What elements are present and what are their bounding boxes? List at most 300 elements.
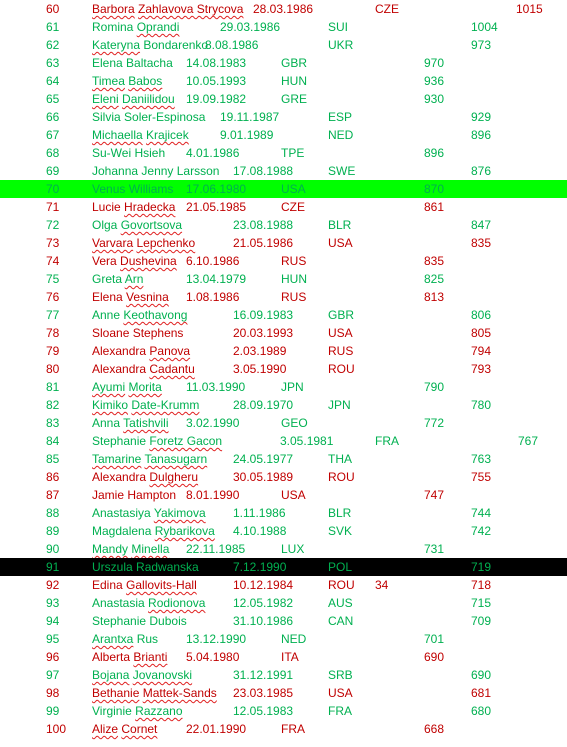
rank-cell: 60 bbox=[46, 2, 60, 16]
points-cell: 763 bbox=[471, 452, 492, 466]
rank-cell: 94 bbox=[46, 614, 60, 628]
nationality-cell: USA bbox=[328, 236, 353, 250]
first-name: Anna bbox=[92, 416, 121, 430]
nationality-cell: FRA bbox=[375, 434, 399, 448]
player-name-cell bbox=[92, 235, 195, 251]
first-name: Elena bbox=[92, 56, 123, 70]
first-name: Arantxa bbox=[92, 632, 134, 646]
table-row[interactable] bbox=[0, 144, 567, 162]
table-row[interactable] bbox=[0, 468, 567, 486]
rank-cell: 95 bbox=[46, 632, 60, 646]
points-cell: 755 bbox=[471, 470, 492, 484]
table-row[interactable] bbox=[0, 630, 567, 648]
first-name: Bethanie bbox=[92, 686, 140, 700]
points-cell: 876 bbox=[471, 164, 492, 178]
table-row[interactable] bbox=[0, 378, 567, 396]
table-row[interactable] bbox=[0, 126, 567, 144]
rank-cell: 85 bbox=[46, 452, 60, 466]
birthdate-cell: 22.01.1990 bbox=[186, 722, 247, 736]
first-name: Stephanie bbox=[92, 434, 147, 448]
first-name: Jamie bbox=[92, 488, 125, 502]
birthdate-cell: 12.05.1982 bbox=[233, 596, 294, 610]
nationality-cell: ESP bbox=[328, 110, 353, 124]
points-cell: 709 bbox=[471, 614, 492, 628]
player-name-cell bbox=[92, 271, 143, 287]
last-name: Baltacha bbox=[126, 56, 173, 70]
nationality-cell: JPN bbox=[281, 380, 304, 394]
nationality-cell: CZE bbox=[281, 200, 305, 214]
birthdate-cell: 12.05.1983 bbox=[233, 704, 294, 718]
player-name-cell bbox=[92, 127, 189, 143]
rank-cell: 79 bbox=[46, 344, 60, 358]
birthdate-cell: 7.12.1990 bbox=[233, 560, 287, 574]
birthdate-cell: 11.03.1990 bbox=[186, 380, 246, 394]
table-row[interactable] bbox=[0, 108, 567, 126]
table-row[interactable] bbox=[0, 162, 567, 180]
last-name: Williams bbox=[128, 182, 174, 196]
player-name-cell bbox=[92, 451, 207, 467]
nationality-cell: NED bbox=[281, 632, 307, 646]
birthdate-cell: 5.04.1980 bbox=[186, 650, 240, 664]
last-name: Rus bbox=[136, 632, 159, 646]
table-row[interactable] bbox=[0, 36, 567, 54]
points-cell: 794 bbox=[471, 344, 492, 358]
birthdate-cell: 13.12.1990 bbox=[186, 632, 247, 646]
player-name-cell bbox=[92, 37, 208, 53]
rank-cell: 87 bbox=[46, 488, 60, 502]
last-name: Oprandi bbox=[136, 20, 180, 34]
player-name-cell bbox=[92, 1, 243, 17]
last-name: Radwanska bbox=[136, 560, 199, 574]
rank-cell: 70 bbox=[46, 182, 60, 196]
table-row[interactable] bbox=[0, 594, 567, 612]
rank-cell: 68 bbox=[46, 146, 60, 160]
player-name-cell bbox=[92, 541, 169, 557]
nationality-cell: HUN bbox=[281, 74, 307, 88]
last-name: Rodionova bbox=[148, 596, 206, 610]
first-name: Johanna bbox=[92, 164, 139, 178]
player-name-cell bbox=[92, 181, 173, 197]
nationality-cell: SUI bbox=[328, 20, 349, 34]
first-name: Timea bbox=[92, 74, 125, 88]
points-cell: 772 bbox=[424, 416, 445, 430]
first-name: Edina bbox=[92, 578, 123, 592]
birthdate-cell: 19.11.1987 bbox=[220, 110, 280, 124]
birthdate-cell: 24.05.1977 bbox=[233, 452, 294, 466]
rank-cell: 67 bbox=[46, 128, 60, 142]
table-row[interactable] bbox=[0, 612, 567, 630]
first-name: Venus bbox=[92, 182, 126, 196]
birthdate-cell: 3.02.1990 bbox=[186, 416, 240, 430]
table-row[interactable] bbox=[0, 18, 567, 36]
table-row[interactable] bbox=[0, 180, 567, 198]
nationality-cell: BLR bbox=[328, 218, 352, 232]
first-name: Kimiko bbox=[92, 398, 129, 412]
rank-cell: 74 bbox=[46, 254, 60, 268]
birthdate-cell: 2.03.1989 bbox=[233, 344, 287, 358]
first-name: Alexandra bbox=[92, 362, 147, 376]
extra-value-cell: 34 bbox=[375, 578, 389, 592]
first-name: Anne bbox=[92, 308, 121, 322]
table-row[interactable] bbox=[0, 234, 567, 252]
points-cell: 681 bbox=[471, 686, 492, 700]
last-name: Stephens bbox=[132, 326, 184, 340]
points-cell: 668 bbox=[424, 722, 445, 736]
points-cell: 690 bbox=[424, 650, 445, 664]
rank-cell: 61 bbox=[46, 20, 60, 34]
birthdate-cell: 3.05.1981 bbox=[280, 434, 334, 448]
last-name: Hradecka bbox=[124, 200, 176, 214]
last-name: Yakimova bbox=[153, 506, 206, 520]
player-name-cell bbox=[92, 145, 165, 161]
first-name: Anastasia bbox=[92, 596, 145, 610]
nationality-cell: FRA bbox=[328, 704, 352, 718]
first-name: Stephanie bbox=[92, 614, 147, 628]
rank-cell: 90 bbox=[46, 542, 60, 556]
last-name: Rybarikova bbox=[154, 524, 215, 538]
nationality-cell: GEO bbox=[281, 416, 308, 430]
birthdate-cell: 4.01.1986 bbox=[186, 146, 240, 160]
nationality-cell: GBR bbox=[281, 56, 308, 70]
points-cell: 742 bbox=[471, 524, 492, 538]
player-name-cell bbox=[92, 595, 205, 611]
points-cell: 936 bbox=[424, 74, 445, 88]
player-name-cell bbox=[92, 559, 199, 575]
table-row[interactable] bbox=[0, 558, 567, 576]
first-name: Alexandra bbox=[92, 470, 147, 484]
table-row[interactable] bbox=[0, 396, 567, 414]
table-row[interactable] bbox=[0, 270, 567, 288]
first-name: Lucie bbox=[92, 200, 121, 214]
birthdate-cell: 30.05.1989 bbox=[233, 470, 294, 484]
nationality-cell: HUN bbox=[281, 272, 307, 286]
first-name: Virginie bbox=[92, 704, 132, 718]
last-name: Minella bbox=[131, 542, 170, 556]
rank-cell: 91 bbox=[46, 560, 60, 574]
nationality-cell: SWE bbox=[328, 164, 356, 178]
points-cell: 861 bbox=[424, 200, 445, 214]
rank-cell: 77 bbox=[46, 308, 60, 322]
table-row[interactable] bbox=[0, 432, 567, 450]
first-name: Silvia bbox=[92, 110, 121, 124]
birthdate-cell: 10.05.1993 bbox=[186, 74, 247, 88]
nationality-cell: FRA bbox=[281, 722, 305, 736]
birthdate-cell: 21.05.1985 bbox=[186, 200, 247, 214]
table-row[interactable] bbox=[0, 306, 567, 324]
last-name: Hampton bbox=[127, 488, 177, 502]
nationality-cell: CZE bbox=[375, 2, 399, 16]
table-row[interactable] bbox=[0, 324, 567, 342]
points-cell: 835 bbox=[424, 254, 445, 268]
last-name: Tatishvili bbox=[123, 416, 169, 430]
nationality-cell: LUX bbox=[281, 542, 305, 556]
player-name-cell bbox=[92, 397, 199, 413]
points-cell: 793 bbox=[471, 362, 492, 376]
table-row[interactable] bbox=[0, 216, 567, 234]
last-name: Krajicek bbox=[146, 128, 189, 142]
table-row[interactable] bbox=[0, 702, 567, 720]
last-name: Zahlavova Strycova bbox=[138, 2, 244, 16]
last-name: Date-Krumm bbox=[131, 398, 200, 412]
birthdate-cell: 9.01.1989 bbox=[220, 128, 274, 142]
nationality-cell: CAN bbox=[328, 614, 354, 628]
first-name: Alize bbox=[92, 722, 119, 736]
rank-cell: 63 bbox=[46, 56, 60, 70]
player-name-cell bbox=[92, 217, 182, 233]
last-name: Govortsova bbox=[120, 218, 183, 232]
first-name: Eleni bbox=[92, 92, 119, 106]
rank-cell: 72 bbox=[46, 218, 60, 232]
points-cell: 718 bbox=[471, 578, 492, 592]
points-cell: 715 bbox=[471, 596, 492, 610]
first-name: Mandy bbox=[92, 542, 129, 556]
first-name: Sloane bbox=[92, 326, 130, 340]
last-name: Dushevina bbox=[120, 254, 177, 268]
rank-cell: 69 bbox=[46, 164, 60, 178]
birthdate-cell: 13.04.1979 bbox=[186, 272, 247, 286]
player-name-cell bbox=[92, 487, 176, 503]
table-row[interactable] bbox=[0, 342, 567, 360]
rank-cell: 78 bbox=[46, 326, 60, 340]
nationality-cell: SVK bbox=[328, 524, 353, 538]
rank-cell: 76 bbox=[46, 290, 60, 304]
points-cell: 719 bbox=[471, 560, 492, 574]
birthdate-cell: 28.03.1986 bbox=[253, 2, 314, 16]
nationality-cell: USA bbox=[328, 326, 353, 340]
player-name-cell bbox=[92, 91, 175, 107]
rank-cell: 100 bbox=[46, 722, 67, 736]
points-cell: 870 bbox=[424, 182, 445, 196]
player-name-cell bbox=[92, 55, 173, 71]
first-name: Kateryna bbox=[92, 38, 141, 52]
last-name: Morita bbox=[128, 380, 162, 394]
table-row[interactable] bbox=[0, 720, 567, 738]
last-name: Brianti bbox=[133, 650, 168, 664]
nationality-cell: POL bbox=[328, 560, 353, 574]
player-name-cell bbox=[92, 577, 197, 593]
points-cell: 731 bbox=[424, 542, 445, 556]
last-name: Hsieh bbox=[134, 146, 166, 160]
first-name: Olga bbox=[92, 218, 118, 232]
nationality-cell: RUS bbox=[328, 344, 354, 358]
table-row[interactable] bbox=[0, 684, 567, 702]
player-name-cell bbox=[92, 289, 169, 305]
player-name-cell bbox=[92, 361, 195, 377]
player-name-cell bbox=[92, 703, 183, 719]
rank-cell: 62 bbox=[46, 38, 60, 52]
player-name-cell bbox=[92, 649, 167, 665]
player-name-cell bbox=[92, 163, 219, 179]
player-name-cell bbox=[92, 631, 158, 647]
player-name-cell bbox=[92, 325, 183, 341]
points-cell: 690 bbox=[471, 668, 492, 682]
table-row[interactable] bbox=[0, 360, 567, 378]
player-name-cell bbox=[92, 19, 179, 35]
birthdate-cell: 17.08.1988 bbox=[233, 164, 294, 178]
table-row[interactable] bbox=[0, 288, 567, 306]
birthdate-cell: 28.09.1970 bbox=[233, 398, 294, 412]
last-name: Gallovits-Hall bbox=[126, 578, 197, 592]
birthdate-cell: 16.09.1983 bbox=[233, 308, 294, 322]
last-name: Mattek-Sands bbox=[142, 686, 217, 700]
rank-cell: 66 bbox=[46, 110, 60, 124]
nationality-cell: AUS bbox=[328, 596, 353, 610]
table-row[interactable] bbox=[0, 252, 567, 270]
points-cell: 896 bbox=[424, 146, 445, 160]
table-row[interactable] bbox=[0, 486, 567, 504]
first-name: Bojana bbox=[92, 668, 130, 682]
player-name-cell bbox=[92, 523, 215, 539]
first-name: Anastasiya bbox=[92, 506, 151, 520]
birthdate-cell: 14.08.1983 bbox=[186, 56, 247, 70]
birthdate-cell: 22.11.1985 bbox=[186, 542, 246, 556]
table-row[interactable] bbox=[0, 0, 567, 18]
birthdate-cell: 3.05.1990 bbox=[233, 362, 287, 376]
rank-cell: 99 bbox=[46, 704, 60, 718]
points-cell: 929 bbox=[471, 110, 492, 124]
last-name: Jenny Larsson bbox=[141, 164, 220, 178]
table-row[interactable] bbox=[0, 522, 567, 540]
player-name-cell bbox=[92, 73, 162, 89]
nationality-cell: BLR bbox=[328, 506, 352, 520]
first-name: Greta bbox=[92, 272, 123, 286]
table-row[interactable] bbox=[0, 72, 567, 90]
nationality-cell: ROU bbox=[328, 470, 355, 484]
birthdate-cell: 29.03.1986 bbox=[220, 20, 281, 34]
player-name-cell bbox=[92, 433, 222, 449]
player-name-cell bbox=[92, 379, 162, 395]
player-name-cell bbox=[92, 199, 175, 215]
nationality-cell: GRE bbox=[281, 92, 308, 106]
points-cell: 744 bbox=[471, 506, 492, 520]
table-row[interactable] bbox=[0, 54, 567, 72]
table-row[interactable] bbox=[0, 648, 567, 666]
birthdate-cell: 20.03.1993 bbox=[233, 326, 294, 340]
player-name-cell bbox=[92, 613, 187, 629]
player-name-cell bbox=[92, 469, 198, 485]
rank-cell: 82 bbox=[46, 398, 60, 412]
player-name-cell bbox=[92, 505, 206, 521]
birthdate-cell: 4.10.1988 bbox=[233, 524, 287, 538]
nationality-cell: RUS bbox=[281, 290, 307, 304]
points-cell: 813 bbox=[424, 290, 445, 304]
last-name: Vesnina bbox=[126, 290, 169, 304]
player-name-cell bbox=[92, 307, 187, 323]
first-name: Romina bbox=[92, 20, 134, 34]
last-name: Daniilidou bbox=[122, 92, 175, 106]
rank-cell: 81 bbox=[46, 380, 60, 394]
table-row[interactable] bbox=[0, 90, 567, 108]
rank-cell: 71 bbox=[46, 200, 60, 214]
table-row[interactable] bbox=[0, 540, 567, 558]
table-row[interactable] bbox=[0, 576, 567, 594]
points-cell: 680 bbox=[471, 704, 492, 718]
nationality-cell: GBR bbox=[328, 308, 355, 322]
rank-cell: 89 bbox=[46, 524, 60, 538]
last-name: Jovanovski bbox=[132, 668, 193, 682]
last-name: Cadantu bbox=[149, 362, 195, 376]
player-name-cell bbox=[92, 415, 169, 431]
birthdate-cell: 23.03.1985 bbox=[233, 686, 294, 700]
nationality-cell: USA bbox=[281, 488, 306, 502]
points-cell: 896 bbox=[471, 128, 492, 142]
rank-cell: 92 bbox=[46, 578, 60, 592]
birthdate-cell: 10.12.1984 bbox=[233, 578, 294, 592]
nationality-cell: THA bbox=[328, 452, 352, 466]
first-name: Su-Wei bbox=[92, 146, 132, 160]
rank-cell: 75 bbox=[46, 272, 60, 286]
birthdate-cell: 6.10.1986 bbox=[186, 254, 240, 268]
points-cell: 747 bbox=[424, 488, 445, 502]
nationality-cell: RUS bbox=[281, 254, 307, 268]
points-cell: 973 bbox=[471, 38, 492, 52]
player-name-cell bbox=[92, 685, 217, 701]
points-cell: 1015 bbox=[516, 2, 543, 16]
nationality-cell: ROU bbox=[328, 578, 355, 592]
birthdate-cell: 31.10.1986 bbox=[233, 614, 294, 628]
nationality-cell: NED bbox=[328, 128, 354, 142]
rank-cell: 97 bbox=[46, 668, 60, 682]
nationality-cell: ITA bbox=[281, 650, 299, 664]
last-name: Babos bbox=[128, 74, 163, 88]
birthdate-cell: 31.12.1991 bbox=[233, 668, 294, 682]
nationality-cell: USA bbox=[328, 686, 353, 700]
birthdate-cell: 23.08.1988 bbox=[233, 218, 294, 232]
points-cell: 835 bbox=[471, 236, 492, 250]
birthdate-cell: 17.06.1980 bbox=[186, 182, 247, 196]
table-row[interactable] bbox=[0, 504, 567, 522]
points-cell: 767 bbox=[518, 434, 539, 448]
player-name-cell bbox=[92, 721, 157, 737]
points-cell: 970 bbox=[424, 56, 445, 70]
rank-cell: 96 bbox=[46, 650, 60, 664]
nationality-cell: TPE bbox=[281, 146, 305, 160]
table-row[interactable] bbox=[0, 450, 567, 468]
table-row[interactable] bbox=[0, 666, 567, 684]
rank-cell: 88 bbox=[46, 506, 60, 520]
rank-cell: 84 bbox=[46, 434, 60, 448]
last-name: Tanasugarn bbox=[144, 452, 208, 466]
last-name: Arn bbox=[124, 272, 144, 286]
first-name: Vera bbox=[92, 254, 117, 268]
nationality-cell: JPN bbox=[328, 398, 351, 412]
rank-cell: 73 bbox=[46, 236, 60, 250]
table-row[interactable] bbox=[0, 198, 567, 216]
last-name: Soler-Espinosa bbox=[124, 110, 206, 124]
nationality-cell: USA bbox=[281, 182, 306, 196]
rank-cell: 65 bbox=[46, 92, 60, 106]
first-name: Tamarine bbox=[92, 452, 142, 466]
points-cell: 930 bbox=[424, 92, 445, 106]
points-cell: 1004 bbox=[471, 20, 498, 34]
player-name-cell bbox=[92, 667, 192, 683]
points-cell: 847 bbox=[471, 218, 492, 232]
first-name: Magdalena bbox=[92, 524, 152, 538]
last-name: Keothavong bbox=[123, 308, 188, 322]
player-name-cell bbox=[92, 253, 177, 269]
birthdate-cell: 8.01.1990 bbox=[186, 488, 240, 502]
table-row[interactable] bbox=[0, 414, 567, 432]
points-cell: 805 bbox=[471, 326, 492, 340]
first-name: Alberta bbox=[92, 650, 131, 664]
last-name: Panova bbox=[149, 344, 191, 358]
rank-cell: 93 bbox=[46, 596, 60, 610]
last-name: Foretz Gacon bbox=[149, 434, 223, 448]
first-name: Varvara bbox=[92, 236, 134, 250]
birthdate-cell: 1.08.1986 bbox=[186, 290, 240, 304]
first-name: Alexandra bbox=[92, 344, 147, 358]
last-name: Dulgheru bbox=[149, 470, 199, 484]
